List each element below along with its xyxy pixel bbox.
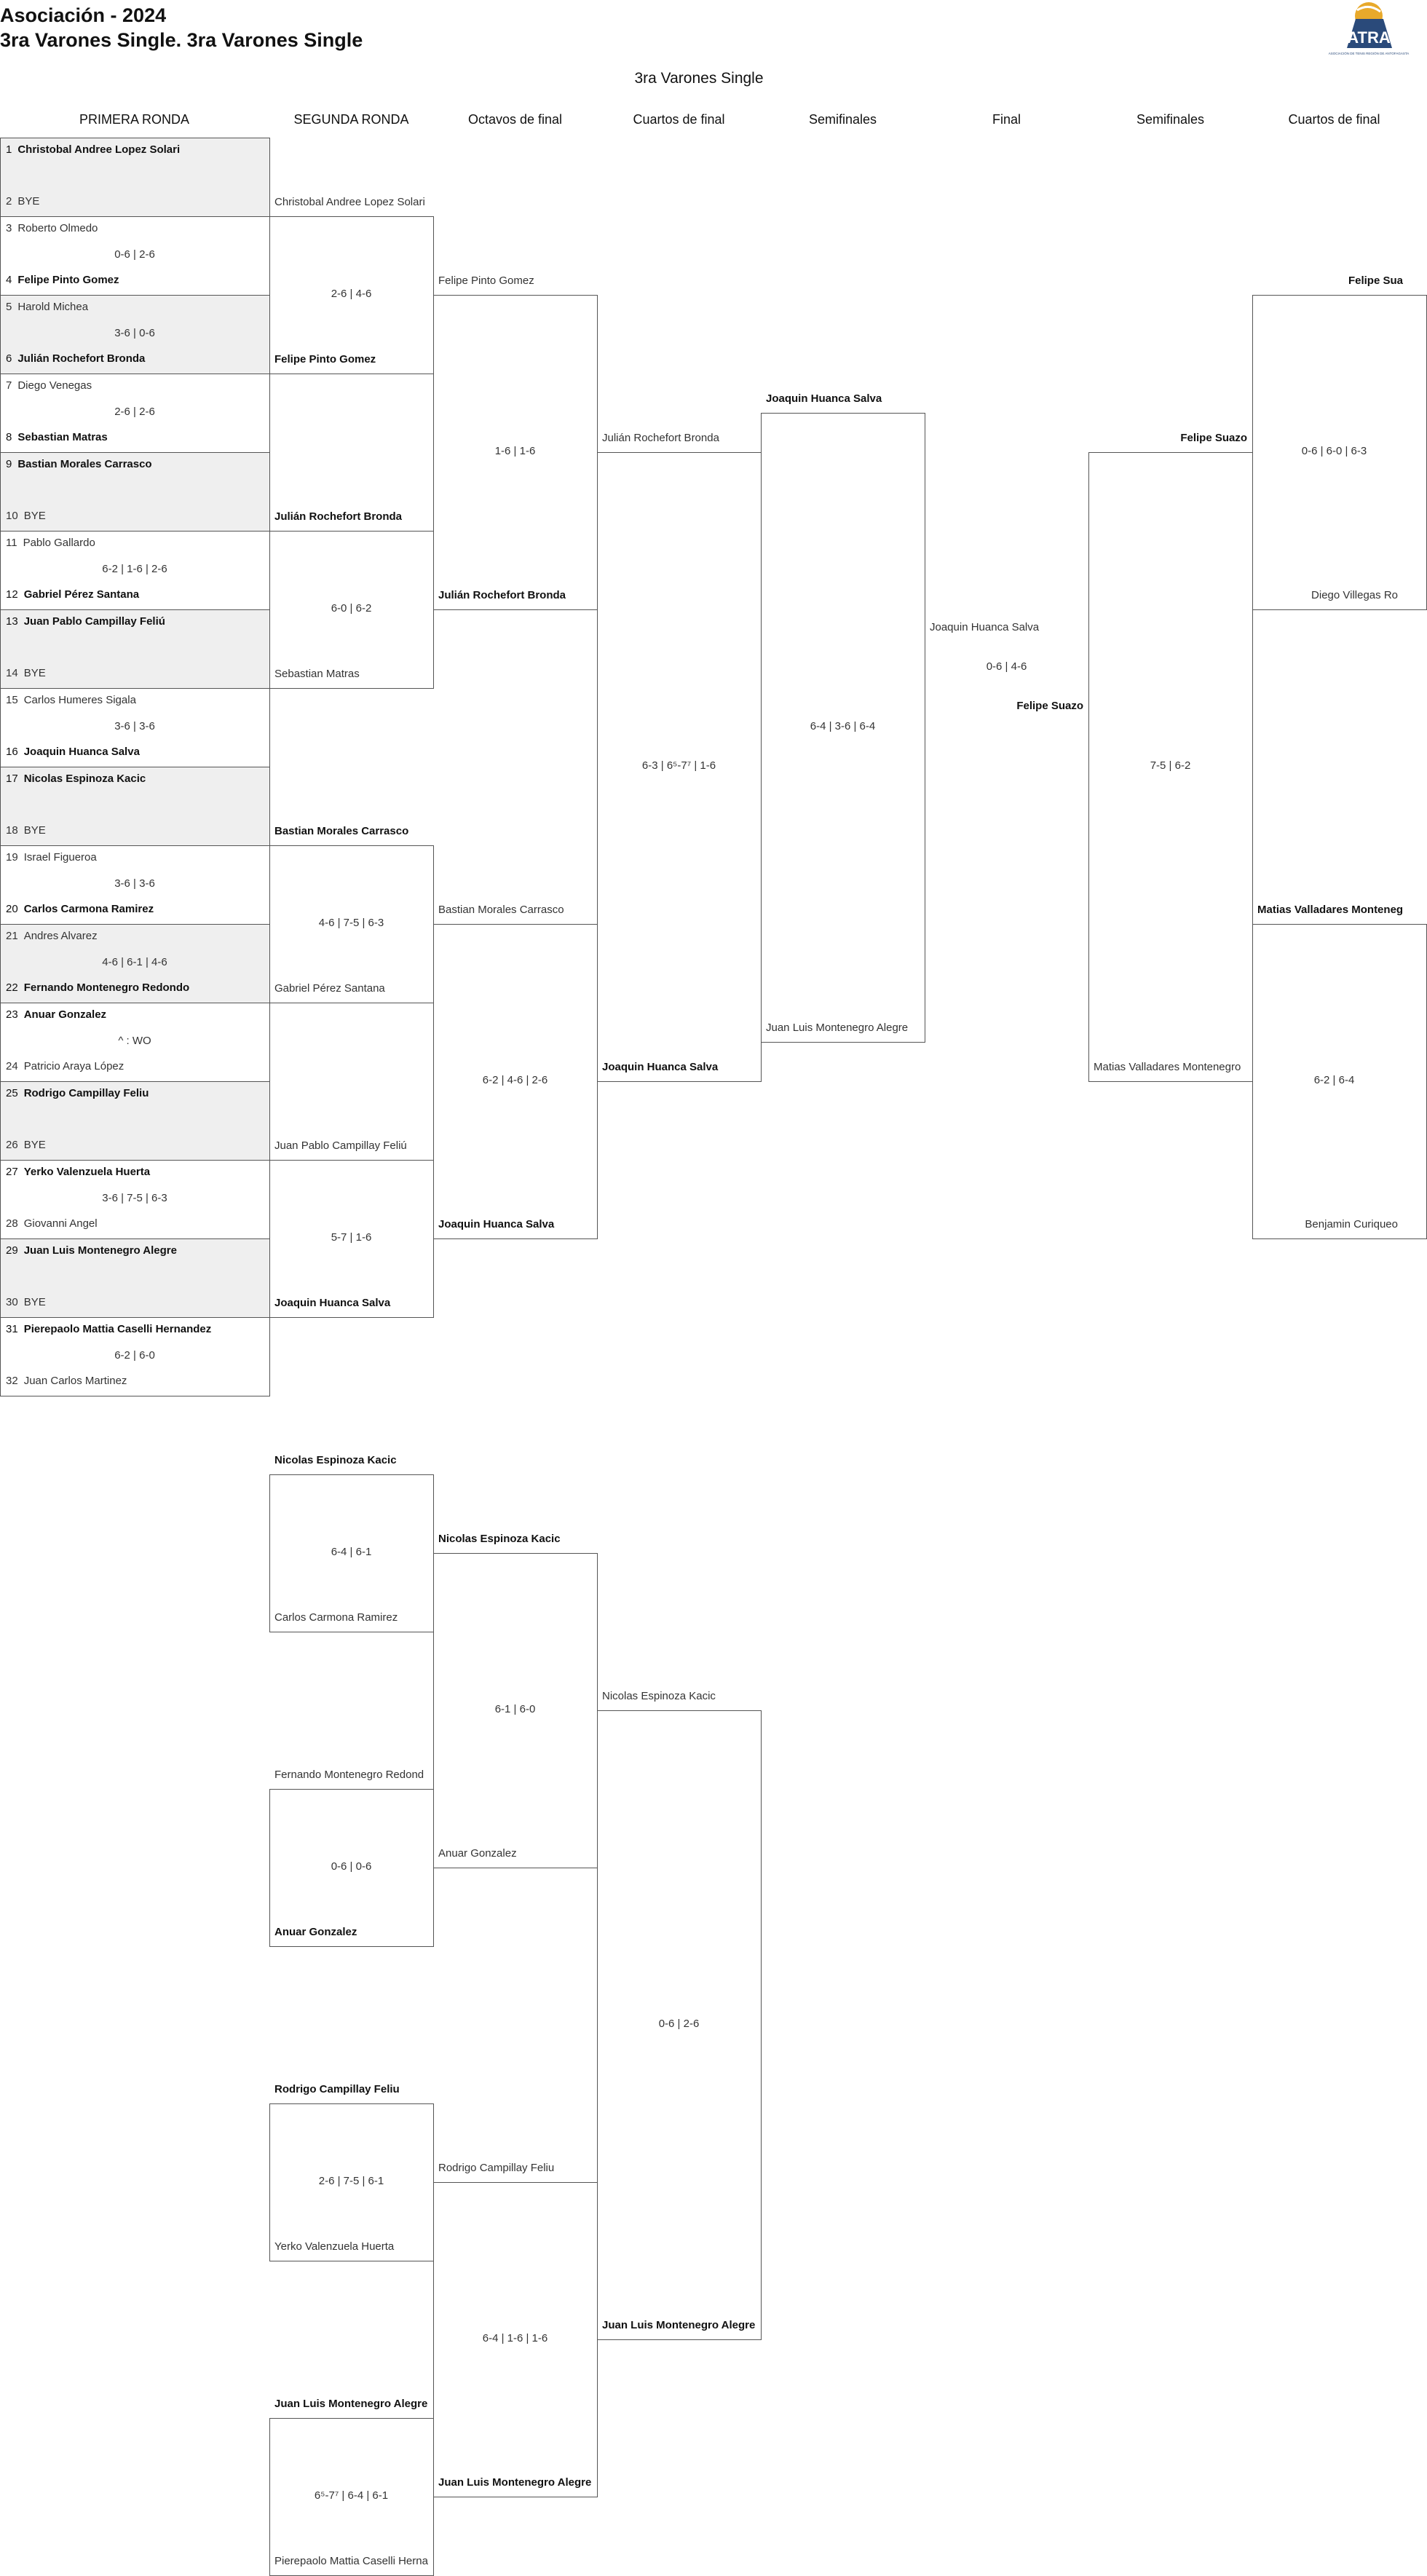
r4-score: 6-3 | 6⁵-7⁷ | 1-6 bbox=[641, 759, 716, 772]
seed-number: 19 bbox=[6, 851, 18, 864]
r5-score: 6-4 | 3-6 | 6-4 bbox=[810, 720, 876, 732]
r5-player-top[interactable]: Joaquin Huanca Salva bbox=[766, 392, 882, 405]
player-name: Giovanni Angel bbox=[23, 1217, 98, 1230]
r1-player-bottom[interactable] bbox=[6, 1060, 124, 1072]
round-header-r4: Cuartos de final bbox=[633, 112, 725, 127]
seed-number: 15 bbox=[6, 694, 18, 706]
player-name: Nicolas Espinoza Kacic bbox=[23, 773, 146, 785]
final-score: 0-6 | 4-6 bbox=[986, 660, 1027, 673]
round-header-r6: Final bbox=[992, 112, 1021, 127]
r1-player-top[interactable] bbox=[6, 1323, 211, 1335]
r1-player-top[interactable] bbox=[6, 1008, 106, 1021]
r1-player-top[interactable] bbox=[6, 1166, 150, 1178]
r8-player-top[interactable]: Matias Valladares Monteneg bbox=[1257, 904, 1404, 916]
seed-number: 11 bbox=[6, 537, 17, 549]
seed-number: 28 bbox=[6, 1217, 18, 1230]
r8-player-bottom[interactable]: Benjamin Curiqueo bbox=[1305, 1218, 1398, 1230]
r5-player-bottom[interactable]: Juan Luis Montenegro Alegre bbox=[766, 1022, 909, 1034]
r1-player-bottom[interactable] bbox=[6, 195, 39, 208]
r4-player-bottom[interactable]: Joaquin Huanca Salva bbox=[602, 1061, 719, 1073]
seed-number: 24 bbox=[6, 1060, 18, 1072]
seed-number: 30 bbox=[6, 1296, 18, 1308]
r3-score: 6-1 | 6-0 bbox=[494, 1703, 536, 1715]
r1-score: 6-2 | 1-6 | 2-6 bbox=[102, 563, 167, 575]
r1-player-bottom[interactable] bbox=[6, 1296, 46, 1308]
seed-number: 12 bbox=[6, 588, 18, 601]
player-name: Israel Figueroa bbox=[23, 851, 97, 864]
player-name: Harold Michea bbox=[17, 301, 89, 313]
player-name: Juan Luis Montenegro Alegre bbox=[23, 1244, 177, 1257]
round-header-r5: Semifinales bbox=[808, 112, 877, 127]
r1-player-bottom[interactable] bbox=[6, 981, 189, 994]
seed-number: 8 bbox=[6, 431, 12, 443]
player-name: Carlos Carmona Ramirez bbox=[23, 903, 154, 915]
seed-number: 1 bbox=[6, 143, 12, 156]
r3-player-top[interactable]: Nicolas Espinoza Kacic bbox=[438, 1533, 561, 1545]
r1-player-bottom[interactable] bbox=[6, 1375, 127, 1387]
player-name: BYE bbox=[17, 195, 40, 208]
r1-player-bottom[interactable] bbox=[6, 667, 46, 679]
r3-score: 1-6 | 1-6 bbox=[494, 445, 536, 457]
seed-number: 32 bbox=[6, 1375, 18, 1387]
tournament-title: Asociación - 2024 bbox=[0, 4, 167, 26]
r2-player-top[interactable]: Julián Rochefort Bronda bbox=[274, 510, 403, 523]
r1-player-top[interactable] bbox=[6, 301, 88, 313]
r2-player-bottom[interactable]: Felipe Pinto Gomez bbox=[274, 353, 376, 366]
seed-number: 6 bbox=[6, 352, 12, 365]
r1-score: 0-6 | 2-6 bbox=[114, 248, 155, 261]
r3-player-bottom[interactable]: Joaquin Huanca Salva bbox=[438, 1218, 555, 1230]
r1-player-top[interactable] bbox=[6, 773, 146, 785]
r2-player-bottom[interactable]: Pierepaolo Mattia Caselli Herna bbox=[274, 2555, 428, 2567]
r1-score: 6-2 | 6-0 bbox=[114, 1349, 155, 1362]
final-player[interactable]: Joaquin Huanca Salva bbox=[930, 621, 1040, 633]
r1-player-bottom[interactable] bbox=[6, 352, 145, 365]
round-header-r8: Cuartos de final bbox=[1288, 112, 1380, 127]
final-winner[interactable]: Felipe Suazo bbox=[1016, 700, 1083, 712]
seed-number: 29 bbox=[6, 1244, 18, 1257]
player-name: Julián Rochefort Bronda bbox=[17, 352, 146, 365]
r7-player-bottom[interactable]: Matias Valladares Montenegro bbox=[1094, 1061, 1241, 1073]
r2-score: 5-7 | 1-6 bbox=[331, 1231, 372, 1244]
r1-player-bottom[interactable] bbox=[6, 903, 154, 915]
svg-text:ASOCIACIÓN DE TENIS REGIÓN DE: ASOCIACIÓN DE TENIS REGIÓN DE ANTOFAGASTA bbox=[1328, 52, 1410, 55]
r1-score: 3-6 | 0-6 bbox=[114, 327, 155, 339]
r2-player-bottom[interactable]: Anuar Gonzalez bbox=[274, 1926, 357, 1938]
r4-player-top[interactable]: Nicolas Espinoza Kacic bbox=[602, 1690, 716, 1702]
r2-player-bottom[interactable]: Carlos Carmona Ramirez bbox=[274, 1611, 398, 1624]
r8-score: 0-6 | 6-0 | 6-3 bbox=[1301, 445, 1367, 457]
seed-number: 23 bbox=[6, 1008, 18, 1021]
r7-score: 7-5 | 6-2 bbox=[1150, 759, 1191, 772]
r1-player-top[interactable] bbox=[6, 379, 92, 392]
r1-score: 2-6 | 2-6 bbox=[114, 406, 155, 418]
r2-score: 4-6 | 7-5 | 6-3 bbox=[318, 917, 384, 929]
seed-number: 31 bbox=[6, 1323, 18, 1335]
r1-player-top[interactable] bbox=[6, 537, 95, 549]
r1-player-bottom[interactable] bbox=[6, 274, 119, 286]
player-name: Andres Alvarez bbox=[23, 930, 98, 942]
r1-player-top[interactable] bbox=[6, 1244, 177, 1257]
r1-score: 4-6 | 6-1 | 4-6 bbox=[102, 956, 167, 968]
player-name: Pierepaolo Mattia Caselli Hernandez bbox=[23, 1323, 212, 1335]
r1-player-bottom[interactable] bbox=[6, 588, 139, 601]
seed-number: 14 bbox=[6, 667, 18, 679]
seed-number: 16 bbox=[6, 746, 18, 758]
player-name: Patricio Araya López bbox=[23, 1060, 124, 1072]
player-name: Christobal Andree Lopez Solari bbox=[17, 143, 181, 156]
seed-number: 21 bbox=[6, 930, 18, 942]
player-name: Anuar Gonzalez bbox=[23, 1008, 107, 1021]
seed-number: 22 bbox=[6, 981, 18, 994]
r2-player-top[interactable]: Rodrigo Campillay Feliu bbox=[274, 2083, 400, 2095]
r3-player-top[interactable]: Felipe Pinto Gomez bbox=[438, 274, 534, 287]
r3-player-bottom[interactable]: Julián Rochefort Bronda bbox=[438, 589, 566, 601]
seed-number: 26 bbox=[6, 1139, 18, 1151]
svg-text:ATRA: ATRA bbox=[1347, 28, 1391, 47]
r4-player-top[interactable]: Julián Rochefort Bronda bbox=[602, 432, 719, 444]
r1-score: 3-6 | 3-6 bbox=[114, 877, 155, 890]
player-name: Felipe Pinto Gomez bbox=[17, 274, 119, 286]
r1-score: ^ : WO bbox=[118, 1035, 151, 1047]
seed-number: 5 bbox=[6, 301, 12, 313]
r1-player-top[interactable] bbox=[6, 458, 152, 470]
player-name: Gabriel Pérez Santana bbox=[23, 588, 140, 601]
r2-player-bottom[interactable]: Gabriel Pérez Santana bbox=[274, 982, 385, 995]
r2-player-top[interactable]: Nicolas Espinoza Kacic bbox=[274, 1454, 397, 1466]
r8-player-top[interactable]: Felipe Sua bbox=[1348, 274, 1403, 287]
r4-score: 0-6 | 2-6 bbox=[658, 2018, 700, 2030]
atra-logo bbox=[1328, 0, 1410, 61]
r2-player-top[interactable]: Juan Luis Montenegro Alegre bbox=[274, 2398, 428, 2410]
r7-player-top[interactable]: Felipe Suazo bbox=[1180, 432, 1247, 444]
seed-number: 25 bbox=[6, 1087, 18, 1099]
r3-player-bottom[interactable]: Anuar Gonzalez bbox=[438, 1847, 517, 1860]
player-name: Pablo Gallardo bbox=[23, 537, 95, 549]
r2-player-top[interactable]: Fernando Montenegro Redond bbox=[274, 1769, 424, 1781]
player-name: BYE bbox=[23, 667, 46, 679]
seed-number: 3 bbox=[6, 222, 12, 234]
r2-score: 0-6 | 0-6 bbox=[331, 1860, 372, 1873]
r3-player-top[interactable]: Bastian Morales Carrasco bbox=[438, 904, 564, 916]
seed-number: 18 bbox=[6, 824, 18, 837]
player-name: Juan Pablo Campillay Feliú bbox=[23, 615, 165, 628]
player-name: Rodrigo Campillay Feliu bbox=[23, 1087, 149, 1099]
player-name: BYE bbox=[23, 510, 46, 522]
r2-player-top[interactable]: Bastian Morales Carrasco bbox=[274, 825, 409, 837]
draw-title: 3ra Varones Single bbox=[634, 70, 764, 87]
r2-score: 2-6 | 4-6 bbox=[331, 288, 372, 300]
seed-number: 13 bbox=[6, 615, 18, 628]
r1-player-top[interactable] bbox=[6, 1087, 149, 1099]
r8-player-bottom[interactable]: Diego Villegas Ro bbox=[1311, 589, 1398, 601]
r2-player-bottom[interactable]: Yerko Valenzuela Huerta bbox=[274, 2240, 395, 2253]
player-name: Bastian Morales Carrasco bbox=[17, 458, 152, 470]
seed-number: 7 bbox=[6, 379, 12, 392]
seed-number: 10 bbox=[6, 510, 18, 522]
r2-player-top[interactable]: Juan Pablo Campillay Feliú bbox=[274, 1139, 407, 1152]
player-name: BYE bbox=[23, 1296, 46, 1308]
seed-number: 27 bbox=[6, 1166, 18, 1178]
player-name: Fernando Montenegro Redondo bbox=[23, 981, 190, 994]
r3-player-bottom[interactable]: Juan Luis Montenegro Alegre bbox=[438, 2476, 592, 2489]
r1-player-bottom[interactable] bbox=[6, 1217, 98, 1230]
player-name: BYE bbox=[23, 1139, 46, 1151]
seed-number: 2 bbox=[6, 195, 12, 208]
r2-score: 6-0 | 6-2 bbox=[331, 602, 372, 615]
r1-player-top[interactable] bbox=[6, 694, 136, 706]
round-header-r3: Octavos de final bbox=[467, 112, 563, 127]
r2-score: 6-4 | 6-1 bbox=[331, 1546, 372, 1558]
r1-player-top[interactable] bbox=[6, 615, 165, 628]
player-name: Sebastian Matras bbox=[17, 431, 108, 443]
r1-player-top[interactable] bbox=[6, 143, 180, 156]
r1-player-bottom[interactable] bbox=[6, 431, 108, 443]
r3-score: 6-2 | 4-6 | 2-6 bbox=[482, 1074, 548, 1086]
r2-player-bottom[interactable]: Sebastian Matras bbox=[274, 668, 360, 680]
r2-score: 6⁵-7⁷ | 6-4 | 6-1 bbox=[314, 2489, 389, 2502]
player-name: Yerko Valenzuela Huerta bbox=[23, 1166, 151, 1178]
player-name: Joaquin Huanca Salva bbox=[23, 746, 140, 758]
seed-number: 20 bbox=[6, 903, 18, 915]
r4-player-bottom[interactable]: Juan Luis Montenegro Alegre bbox=[602, 2319, 756, 2331]
r1-player-bottom[interactable] bbox=[6, 746, 140, 758]
r1-player-bottom[interactable] bbox=[6, 510, 46, 522]
round-header-r1: PRIMERA RONDA bbox=[79, 112, 190, 127]
r8-score: 6-2 | 6-4 bbox=[1313, 1074, 1355, 1086]
r2-player-top[interactable]: Christobal Andree Lopez Solari bbox=[274, 196, 425, 208]
player-name: Carlos Humeres Sigala bbox=[23, 694, 136, 706]
round-header-r2: SEGUNDA RONDA bbox=[293, 112, 409, 127]
r2-player-bottom[interactable]: Joaquin Huanca Salva bbox=[274, 1297, 391, 1309]
r1-player-top[interactable] bbox=[6, 851, 97, 864]
r3-score: 6-4 | 1-6 | 1-6 bbox=[482, 2332, 548, 2344]
player-name: Diego Venegas bbox=[17, 379, 92, 392]
round-header-r7: Semifinales bbox=[1136, 112, 1205, 127]
player-name: Juan Carlos Martinez bbox=[23, 1375, 127, 1387]
r1-player-top[interactable] bbox=[6, 930, 98, 942]
r1-player-bottom[interactable] bbox=[6, 1139, 46, 1151]
r1-player-top[interactable] bbox=[6, 222, 98, 234]
r1-score: 3-6 | 3-6 bbox=[114, 720, 155, 732]
draw-subtitle: 3ra Varones Single. 3ra Varones Single bbox=[0, 29, 363, 51]
seed-number: 9 bbox=[6, 458, 12, 470]
r3-player-top[interactable]: Rodrigo Campillay Feliu bbox=[438, 2162, 555, 2174]
r1-player-bottom[interactable] bbox=[6, 824, 46, 837]
player-name: Roberto Olmedo bbox=[17, 222, 98, 234]
r1-score: 3-6 | 7-5 | 6-3 bbox=[102, 1192, 167, 1204]
seed-number: 4 bbox=[6, 274, 12, 286]
r2-score: 2-6 | 7-5 | 6-1 bbox=[318, 2175, 384, 2187]
seed-number: 17 bbox=[6, 773, 18, 785]
player-name: BYE bbox=[23, 824, 46, 837]
